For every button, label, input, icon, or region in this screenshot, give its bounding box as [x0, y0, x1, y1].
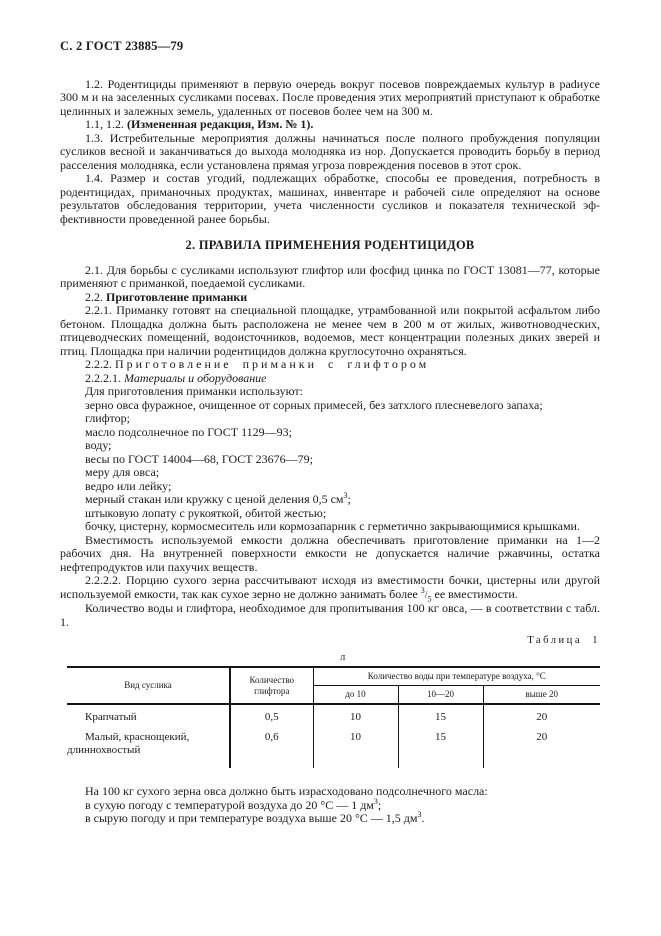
cell-water-to10: 10	[313, 704, 398, 728]
paragraph-2-2-2-2	[60, 574, 600, 602]
fraction-denominator: 5	[427, 593, 432, 603]
clause-title: Приготовление приманки	[106, 289, 248, 304]
cell-water-10-20: 15	[398, 704, 483, 728]
cell-species: Крапчатый	[67, 704, 230, 728]
cell-water-to10: 10	[313, 728, 398, 768]
text-run: мерный стакан или кружку с ценой деления 0,5 см	[85, 492, 344, 506]
paragraph-capacity: Вместимость используемой емкости должна обеспечивать приготовление приманки на 1—2 рабочих дня. На внутренней поверхности емкости не допускается наличие ржавчины, остатка нефтепродуктов или пахучих веществ.	[60, 532, 600, 574]
table-row	[67, 704, 600, 728]
list-item: весы по ГОСТ 14004—68, ГОСТ 23676—79;	[85, 451, 313, 466]
superscript-3: 3	[343, 491, 348, 500]
oil-notes	[60, 785, 600, 826]
subcolumn-header-10-20: 10—20	[398, 686, 483, 705]
dosage-table	[67, 666, 600, 768]
paragraph-water-amount: Количество воды и глифтора, необходимое для пропитывания 100 кг овса, — в соответствии с табл. 1.	[60, 601, 600, 629]
list-item: штыковую лопату с рукояткой, обитой жестью;	[85, 505, 327, 520]
column-header-water: Количество воды при температуре воздуха, °С	[313, 667, 600, 686]
paragraph-2-2-2-1	[60, 372, 600, 386]
cell-water-10-20: 15	[398, 728, 483, 768]
list-item: масло подсолнечное по ГОСТ 1129—93;	[85, 424, 292, 439]
text-run: ;	[377, 797, 382, 812]
list-item: зерно овса фуражное, очищенное от сорных примесей, без затхлого плесневелого запаха;	[85, 397, 543, 412]
paragraph-2-2-2	[60, 358, 600, 372]
page-content	[60, 40, 600, 826]
text-run: 2.2.2.2. Порцию сухого зерна рассчитывают исходя из вместимости бочки, цистерны или другой используемой емкости, так как сухое зерно не должно занимать более	[60, 573, 600, 601]
fraction-slash: /	[424, 589, 428, 601]
table-row	[67, 728, 600, 768]
paragraph-1-4: 1.4. Размер и состав угодий, подлежащих обработке, способы ее проведения, потребность в родентицидах, приманочных продуктах, машинах, инвентаре и рабочей силе определяют на основе результатов обследования территории, учета численности сусликов и показателя технической эффективности проведенной ранее борьбы.	[60, 171, 600, 226]
text-run: .	[421, 811, 425, 825]
superscript-3: 3	[373, 796, 378, 806]
list-item-measuring-cup	[60, 493, 600, 507]
cell-species: Малый, краснощекий, длиннохвостый	[67, 728, 230, 768]
cell-water-above20: 20	[536, 731, 548, 743]
cell-water-above20: 20	[483, 704, 600, 728]
amendment-note: (Измененная редакция, Изм. № 1).	[127, 117, 314, 131]
materials-intro: Для приготовления приманки используют:	[85, 384, 303, 398]
column-header-species: Вид суслика	[67, 667, 230, 704]
fraction-numerator: 3	[420, 585, 425, 595]
paragraph-2-2-1: 2.2.1. Приманку готовят на специальной площадке, утрамбованной или покрытой асфальтом либо бетоном. Площадка должна быть расположена не менее чем в 200 м от жилых, животноводческих, птицеводческих помещений, водоисточников, водоемов, мест концентрации полезных диких зверей и птиц. Площадка при наличии родентицидов должна круглосуточно охраняться.	[60, 303, 600, 358]
table-caption: Таблица 1	[527, 635, 600, 646]
list-item: бочку, цистерну, кормосмеситель или кормозапарник с герметично закрывающимися крышками.	[85, 519, 580, 533]
oil-dry-line	[60, 796, 600, 813]
clause-title-spaced: Приготовление приманки с глифтором	[115, 357, 430, 371]
section-2-heading: 2. ПРАВИЛА ПРИМЕНЕНИЯ РОДЕНТИЦИДОВ	[185, 238, 475, 252]
text-run: ;	[347, 492, 351, 506]
list-item: ведро или лейку;	[85, 478, 172, 493]
list-item: меру для овса;	[85, 465, 160, 479]
clause-number: 2.2.2.1.	[85, 370, 124, 385]
paragraph-2-2	[60, 291, 600, 305]
dosage-table-header	[67, 667, 600, 704]
table-unit-label: л	[340, 651, 346, 663]
running-head: С. 2 ГОСТ 23885—79	[60, 39, 184, 53]
oil-intro-line: На 100 кг сухого зерна овса должно быть израсходовано подсолнечного масла:	[85, 784, 488, 798]
amendment-line	[60, 118, 600, 132]
paragraph-1-2: 1.2. Родентициды применяют в первую очередь вокруг посевов повреждаемых культур в раdиусе 300 м и на заселенных сусликами посевах. После проведения этих мероприятий приступают к обработке целинных и залежных земель, удаленных от посевов более чем на 300 м.	[60, 76, 600, 118]
clause-number: 2.2.	[85, 289, 106, 304]
oil-wet-line	[60, 812, 600, 826]
text-run: в сырую погоду и при температуре воздуха выше 20 °С — 1,5 дм	[85, 811, 418, 825]
subcolumn-header-to10: до 10	[313, 686, 398, 705]
text-run: ее вместимости.	[431, 586, 518, 601]
cell-gliftor: 0,6	[230, 728, 313, 768]
text-run: в сухую погоду с температурой воздуха до 20 °С — 1 дм	[85, 797, 374, 812]
subcolumn-header-above20: выше 20	[525, 689, 558, 699]
list-item: глифтор;	[85, 411, 130, 425]
paragraph-2-1: 2.1. Для борьбы с сусликами используют глифтор или фосфид цинка по ГОСТ 13081—77, которые применяют с приманкой, поедаемой сусликами.	[60, 262, 600, 290]
list-item: воду;	[85, 438, 112, 452]
superscript-3: 3	[417, 810, 422, 819]
paragraph-1-3: 1.3. Истребительные мероприятия должны начинаться после полного пробуждения популяции сусликов весной и заканчиваться до выхода молодняка из нор. Допускается проводить борьбу в период расселения молодняка, если установлена прямая угроза повреждения посевов в этот срок.	[60, 130, 600, 172]
cell-gliftor: 0,5	[230, 704, 313, 728]
amendment-number: 1.1, 1.2.	[85, 117, 127, 131]
clause-title-italic: Материалы и оборудование	[124, 370, 267, 385]
clause-number: 2.2.2.	[85, 357, 115, 371]
column-header-gliftor: Количество глифтора	[230, 667, 313, 704]
